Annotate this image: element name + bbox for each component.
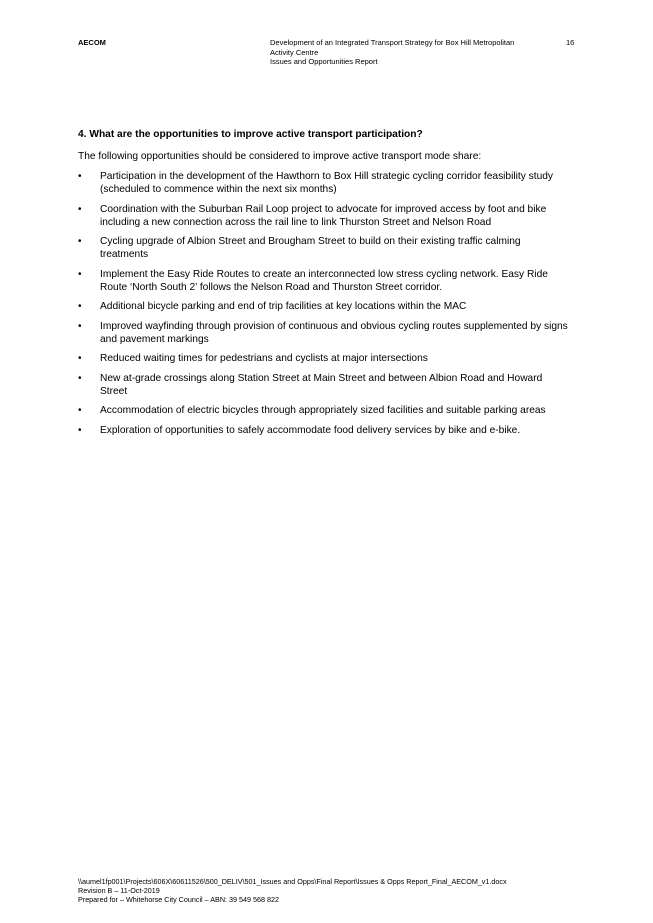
list-item-text: Reduced waiting times for pedestrians and cyclists at major intersections: [100, 353, 428, 364]
header-document-title: [270, 38, 540, 67]
list-item: [78, 235, 568, 261]
list-item: [78, 170, 568, 196]
page-footer: [78, 877, 598, 904]
list-item-text: Improved wayfinding through provision of continuous and obvious cycling routes supplemented by signs and pavement markings: [100, 320, 568, 345]
list-item: [78, 268, 568, 294]
bullet-icon: •: [78, 353, 82, 364]
list-item: [78, 320, 568, 346]
list-item: [78, 203, 568, 229]
header-title-line: Development of an Integrated Transport Strategy for Box Hill Metropolitan: [270, 38, 515, 47]
bullet-icon: •: [78, 236, 82, 247]
header-company-name: AECOM: [78, 38, 106, 47]
footer-prepared-for: Prepared for – Whitehorse City Council – ABN: 39 549 568 822: [78, 895, 279, 904]
list-item-text: New at-grade crossings along Station Street at Main Street and between Albion Road and Howard Street: [100, 372, 543, 397]
list-item: [78, 424, 568, 437]
bullet-icon: •: [78, 372, 82, 384]
bullet-icon: •: [78, 320, 82, 332]
bullet-icon: •: [78, 424, 82, 436]
bullet-icon: •: [78, 268, 82, 280]
bullet-icon: •: [78, 301, 82, 312]
section-intro-text: The following opportunities should be considered to improve active transport mode share:: [78, 151, 482, 162]
list-item-text: Implement the Easy Ride Routes to create an interconnected low stress cycling network. Easy Ride Route ‘North South 2’ follows the Nelson Road and Thurston Street corridor.: [100, 268, 548, 293]
list-item-text: Coordination with the Suburban Rail Loop project to advocate for improved access by foot and bike including a new connection across the rail line to link Thurston Street and Nelson Road: [100, 203, 547, 228]
list-item-text: Exploration of opportunities to safely accommodate food delivery services by bike and e-bike.: [100, 424, 521, 436]
bullet-icon: •: [78, 405, 82, 416]
list-item: [78, 352, 568, 365]
list-item: [78, 404, 568, 417]
list-item-text: Accommodation of electric bicycles through appropriately sized facilities and suitable parking areas: [100, 405, 546, 416]
bullet-icon: •: [78, 203, 82, 215]
list-item-text: Cycling upgrade of Albion Street and Brougham Street to build on their existing traffic calming treatments: [100, 236, 521, 260]
opportunities-list: [78, 170, 568, 437]
list-item: [78, 300, 568, 313]
list-item: [78, 372, 568, 398]
header-title-line: Issues and Opportunities Report: [270, 57, 378, 66]
footer-revision: Revision B – 11-Oct-2019: [78, 886, 160, 895]
section-question-heading: 4. What are the opportunities to improve active transport participation?: [78, 129, 423, 140]
page-number: 16: [566, 38, 575, 47]
main-content: [78, 128, 568, 443]
bullet-icon: •: [78, 171, 82, 182]
list-item-text: Additional bicycle parking and end of trip facilities at key locations within the MAC: [100, 301, 467, 312]
list-item-text: Participation in the development of the Hawthorn to Box Hill strategic cycling corridor feasibility study (scheduled to commence within the next six months): [100, 171, 553, 195]
header-title-line: Activity Centre: [270, 47, 319, 57]
footer-file-path: \\aumel1fp001\Projects\606X\60611526\500_DELIV\501_Issues and Opps\Final Report\Issues & Opps Report_Final_AECOM_v1.docx: [78, 877, 507, 886]
